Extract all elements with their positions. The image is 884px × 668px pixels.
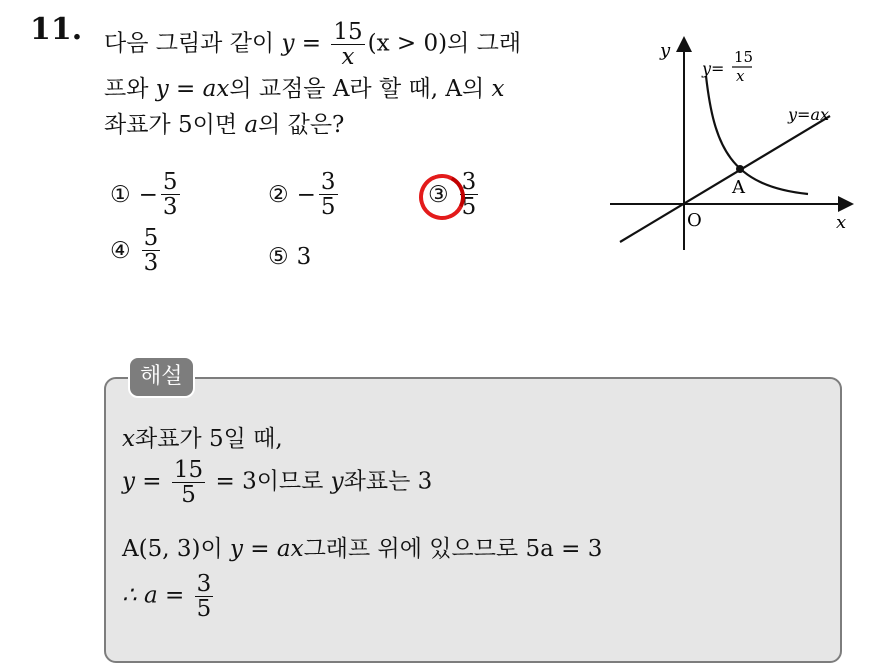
fraction — [195, 572, 214, 621]
solution-line-2 — [122, 458, 432, 507]
question-line-1 — [104, 20, 521, 69]
solution-text: = 3이므로 — [215, 468, 324, 495]
question-text: 프와 — [104, 76, 149, 102]
variable: y — [330, 468, 344, 495]
curve-label-numerator: 15 — [734, 48, 754, 66]
solution-text: 그래프 위에 있으므로 5a = 3 — [303, 536, 603, 562]
origin-label: O — [687, 210, 702, 231]
graph — [610, 36, 870, 256]
equation: ∴ a = — [122, 582, 185, 609]
line-y-ax — [620, 116, 830, 242]
fraction-numerator: 15 — [333, 19, 363, 45]
choice-fraction — [161, 170, 180, 219]
x-axis-label: x — [836, 212, 847, 233]
curve-label-denominator: x — [736, 67, 745, 85]
fraction-denominator: x — [341, 44, 355, 71]
question-text: 좌표가 5이면 — [104, 112, 238, 138]
choice-value: 3 — [296, 244, 312, 270]
choice-fraction — [142, 226, 161, 275]
choice-3[interactable] — [428, 170, 481, 219]
choice-fraction — [319, 170, 338, 219]
fraction-denominator: 3 — [162, 194, 178, 221]
fraction-numerator: 5 — [162, 169, 178, 195]
choice-mark: ② — [268, 181, 289, 208]
fraction-numerator: 15 — [173, 457, 204, 483]
choice-mark: ⑤ — [268, 244, 289, 270]
fraction — [331, 20, 364, 69]
fraction-numerator: 5 — [143, 225, 159, 251]
question-text: 의 값은? — [258, 112, 345, 138]
line-label: y=ax — [788, 105, 830, 124]
fraction-denominator: 5 — [196, 596, 212, 623]
equation: y = ax — [229, 536, 304, 562]
intersection-point — [736, 165, 744, 173]
hyperbola-curve — [706, 76, 808, 194]
fraction-numerator: 3 — [320, 169, 336, 195]
question-text: (x > 0)의 그래 — [367, 30, 522, 57]
choice-sign: − — [296, 181, 316, 208]
fraction-denominator: 5 — [461, 194, 477, 221]
question-line-3 — [104, 106, 344, 139]
fraction-denominator: 3 — [143, 250, 159, 277]
choice-mark-selected: ③ — [428, 181, 449, 208]
equation: y = — [122, 468, 162, 495]
choice-mark: ④ — [110, 237, 131, 264]
solution-tag: 해설 — [128, 356, 195, 398]
y-axis-label: y — [660, 40, 671, 61]
question-text: 의 교점을 A라 할 때, A의 — [229, 76, 485, 102]
point-a-label: A — [732, 177, 745, 198]
choice-5[interactable] — [268, 244, 311, 270]
solution-text: A(5, 3)이 — [122, 536, 223, 562]
choice-1[interactable] — [110, 170, 183, 219]
equation: y = — [281, 30, 322, 57]
fraction-denominator: 5 — [320, 194, 336, 221]
variable: x — [122, 426, 135, 452]
choice-4[interactable] — [110, 226, 163, 275]
solution-text: 좌표는 3 — [343, 468, 433, 495]
question-line-2 — [104, 70, 504, 103]
fraction-numerator: 3 — [196, 571, 212, 597]
question-number: 11. — [30, 12, 83, 47]
equation: y = ax — [155, 76, 230, 102]
choice-2[interactable] — [268, 170, 341, 219]
fraction — [172, 458, 205, 507]
fraction-denominator: 5 — [181, 482, 196, 509]
solution-text: 좌표가 5일 때, — [134, 426, 283, 452]
choice-sign: − — [138, 181, 158, 208]
question-text: 다음 그림과 같이 — [104, 30, 275, 57]
variable: x — [491, 76, 505, 102]
solution-line-3 — [122, 530, 602, 563]
fraction-numerator: 3 — [461, 169, 477, 195]
curve-label: y= — [702, 59, 725, 78]
solution-line-4 — [122, 572, 216, 621]
choice-mark: ① — [110, 181, 131, 208]
variable: a — [244, 112, 259, 138]
solution-line-1 — [122, 420, 283, 453]
